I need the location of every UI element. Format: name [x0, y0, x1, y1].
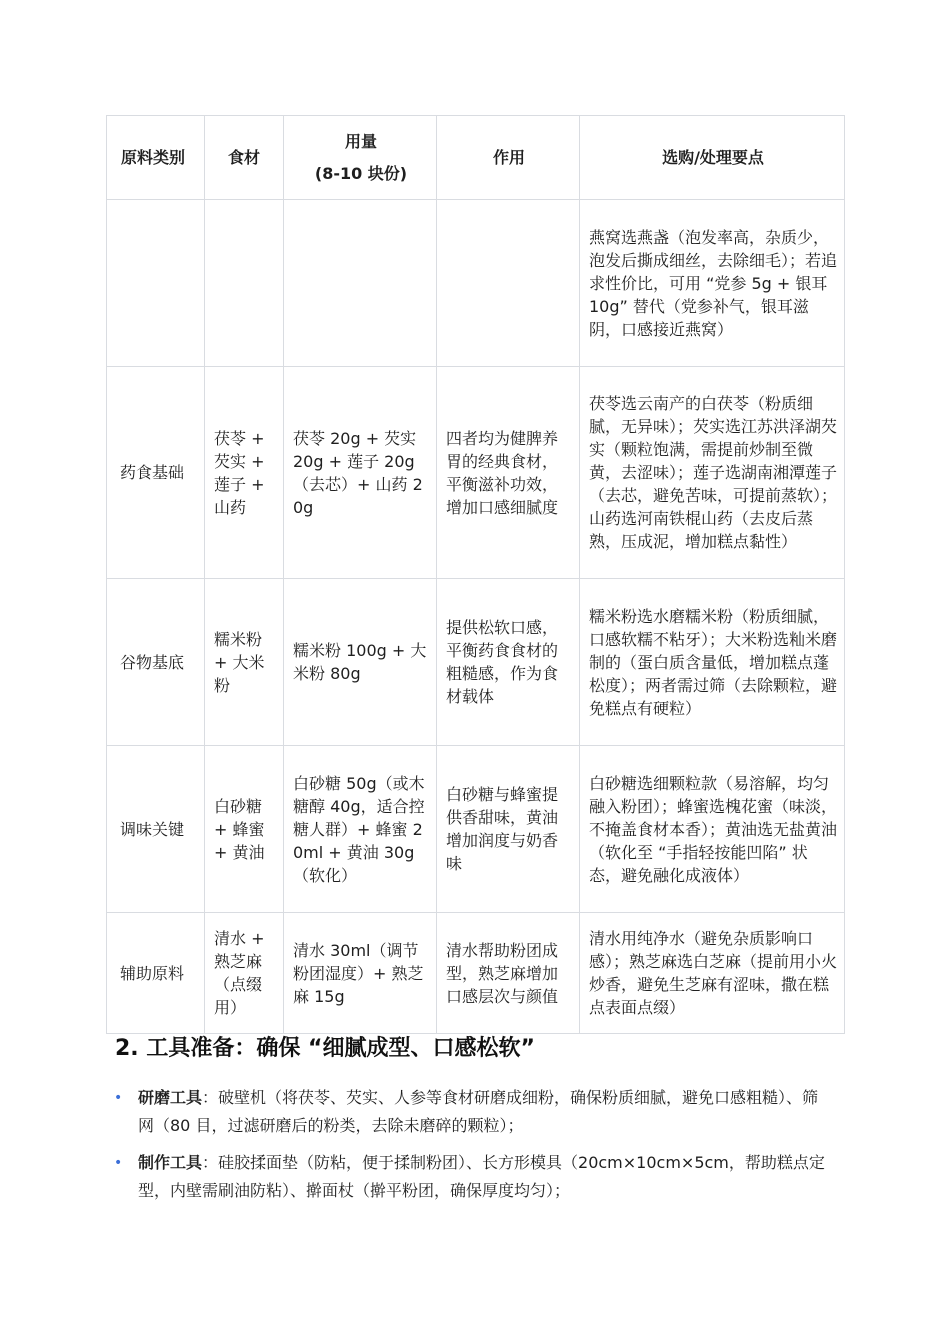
- cell-category: [107, 200, 205, 367]
- header-category: 原料类别: [107, 116, 205, 200]
- cell-food: 糯米粉 + 大米粉: [205, 579, 284, 746]
- list-item: [112, 1149, 832, 1205]
- list-item-text: ：硅胶揉面垫（防粘，便于揉制粉团）、长方形模具（20cm×10cm×5cm，帮助糕点定型，内壁需刷油防粘）、擀面杖（擀平粉团，确保厚度均匀）；: [138, 1153, 825, 1200]
- header-quantity: [284, 116, 437, 200]
- cell-effect: 四者均为健脾养胃的经典食材，平衡滋补功效，增加口感细腻度: [437, 367, 580, 579]
- list-item: [112, 1084, 832, 1140]
- cell-effect: 白砂糖与蜂蜜提供香甜味，黄油增加润度与奶香味: [437, 746, 580, 913]
- cell-food: 白砂糖 + 蜂蜜 + 黄油: [205, 746, 284, 913]
- ingredients-table: [106, 115, 845, 1034]
- table-row: [107, 579, 845, 746]
- cell-tips: 白砂糖选细颗粒款（易溶解，均匀融入粉团）；蜂蜜选槐花蜜（味淡，不掩盖食材本香）；黄油选无盐黄油（软化至 “手指轻按能凹陷” 状态，避免融化成液体）: [580, 746, 845, 913]
- header-quantity-subtitle: (8-10 块份): [314, 164, 408, 183]
- cell-tips: 燕窝选燕盏（泡发率高，杂质少，泡发后撕成细丝，去除细毛）；若追求性价比，可用 “党参 5g + 银耳 10g” 替代（党参补气，银耳滋阴，口感接近燕窝）: [580, 200, 845, 367]
- cell-food: 茯苓 + 芡实 + 莲子 + 山药: [205, 367, 284, 579]
- bullet-icon: •: [114, 1090, 123, 1106]
- cell-tips: 清水用纯净水（避免杂质影响口感）；熟芝麻选白芝麻（提前用小火炒香，避免生芝麻有涩味，撒在糕点表面点缀）: [580, 913, 845, 1034]
- header-food: 食材: [205, 116, 284, 200]
- header-tips: 选购/处理要点: [580, 116, 845, 200]
- cell-tips: 糯米粉选水磨糯米粉（粉质细腻，口感软糯不粘牙）；大米粉选籼米磨制的（蛋白质含量低，增加糕点蓬松度）；两者需过筛（去除颗粒，避免糕点有硬粒）: [580, 579, 845, 746]
- cell-category: 药食基础: [107, 367, 205, 579]
- cell-category: 辅助原料: [107, 913, 205, 1034]
- section-heading: 2. 工具准备：确保 “细腻成型、口感松软”: [115, 1036, 535, 1061]
- header-effect: 作用: [437, 116, 580, 200]
- table-row: [107, 913, 845, 1034]
- bullet-icon: •: [114, 1155, 123, 1171]
- cell-quantity: [284, 200, 437, 367]
- cell-effect: [437, 200, 580, 367]
- cell-effect: 清水帮助粉团成型，熟芝麻增加口感层次与颜值: [437, 913, 580, 1034]
- cell-food: 清水 + 熟芝麻（点缀用）: [205, 913, 284, 1034]
- cell-category: 调味关键: [107, 746, 205, 913]
- table-row: [107, 367, 845, 579]
- cell-category: 谷物基底: [107, 579, 205, 746]
- list-item-label: 研磨工具: [138, 1088, 203, 1107]
- header-quantity-title: 用量: [344, 132, 377, 151]
- table-header-row: [107, 116, 845, 200]
- list-item-text: ：破壁机（将茯苓、芡实、人参等食材研磨成细粉，确保粉质细腻，避免口感粗糙）、筛网（80 目，过滤研磨后的粉类，去除未磨碎的颗粒）；: [138, 1088, 819, 1135]
- list-item-label: 制作工具: [138, 1153, 203, 1172]
- cell-food: [205, 200, 284, 367]
- cell-tips: 茯苓选云南产的白茯苓（粉质细腻，无异味）；芡实选江苏洪泽湖芡实（颗粒饱满，需提前炒制至微黄，去涩味）；莲子选湖南湘潭莲子（去芯，避免苦味，可提前蒸软）；山药选河南铁棍山药（去皮后蒸熟，压成泥，增加糕点黏性）: [580, 367, 845, 579]
- cell-quantity: 白砂糖 50g（或木糖醇 40g，适合控糖人群）+ 蜂蜜 20ml + 黄油 30g（软化）: [284, 746, 437, 913]
- cell-quantity: 茯苓 20g + 芡实 20g + 莲子 20g（去芯）+ 山药 20g: [284, 367, 437, 579]
- table-row: [107, 200, 845, 367]
- table-row: [107, 746, 845, 913]
- cell-effect: 提供松软口感，平衡药食食材的粗糙感，作为食材载体: [437, 579, 580, 746]
- cell-quantity: 糯米粉 100g + 大米粉 80g: [284, 579, 437, 746]
- tools-list: [112, 1084, 832, 1214]
- cell-quantity: 清水 30ml（调节粉团湿度）+ 熟芝麻 15g: [284, 913, 437, 1034]
